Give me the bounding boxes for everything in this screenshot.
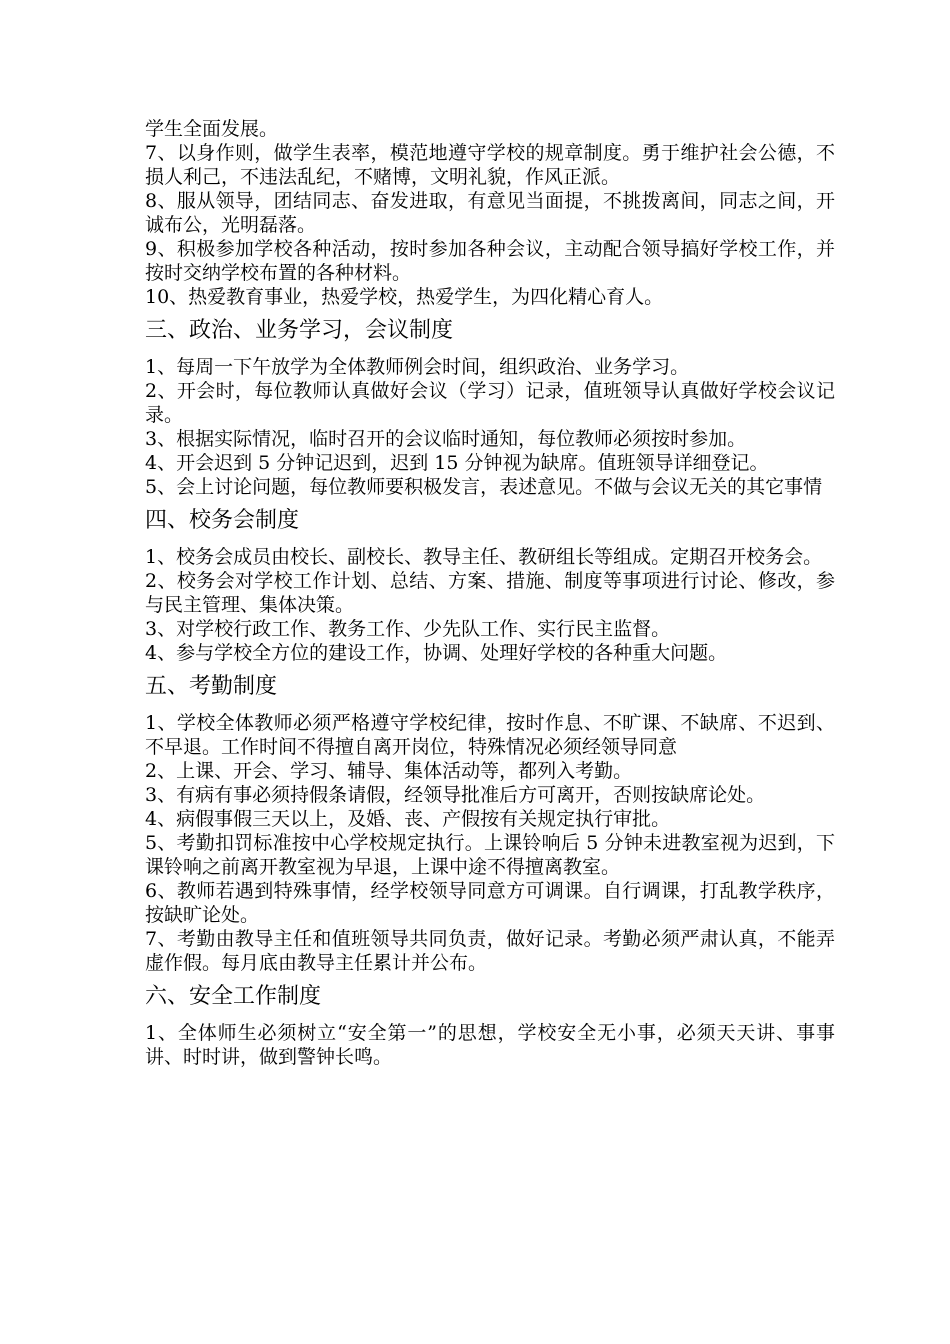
paragraph: 5、会上讨论问题，每位教师要积极发言，表述意见。不做与会议无关的其它事情 [145,476,823,498]
paragraph: 4、开会迟到 5 分钟记迟到，迟到 15 分钟视为缺席。值班领导详细登记。 [145,452,769,474]
paragraph: 1、全体师生必须树立“安全第一”的思想，学校安全无小事，必须天天讲、事事讲、时时讲，做到警钟长鸣。 [145,1022,835,1068]
paragraph: 3、根据实际情况，临时召开的会议临时通知，每位教师必须按时参加。 [145,428,747,450]
paragraph: 3、有病有事必须持假条请假，经领导批准后方可离开，否则按缺席论处。 [145,784,766,806]
paragraph: 4、病假事假三天以上，及婚、丧、产假按有关规定执行审批。 [145,808,671,830]
paragraph: 9、积极参加学校各种活动，按时参加各种会议，主动配合领导搞好学校工作，并按时交纳学校布置的各种材料。 [145,238,835,284]
paragraph: 2、开会时，每位教师认真做好会议（学习）记录，值班领导认真做好学校会议记录。 [145,380,835,426]
paragraph: 10、热爱教育事业，热爱学校，热爱学生，为四化精心育人。 [145,286,664,308]
paragraph: 学生全面发展。 [145,118,279,140]
document-page [145,117,835,1069]
paragraph: 7、以身作则，做学生表率，模范地遵守学校的规章制度。勇于维护社会公德，不损人利己，不违法乱纪，不赌博，文明礼貌，作风正派。 [145,142,835,188]
paragraph: 4、参与学校全方位的建设工作，协调、处理好学校的各种重大问题。 [145,642,728,664]
paragraph: 6、教师若遇到特殊事情，经学校领导同意方可调课。自行调课，打乱教学秩序，按缺旷论处。 [145,880,835,926]
paragraph: 1、学校全体教师必须严格遵守学校纪律，按时作息、不旷课、不缺席、不迟到、不早退。工作时间不得擅自离开岗位，特殊情况必须经领导同意 [145,712,835,758]
paragraph: 2、上课、开会、学习、辅导、集体活动等，都列入考勤。 [145,760,633,782]
paragraph: 1、每周一下午放学为全体教师例会时间，组织政治、业务学习。 [145,356,690,378]
paragraph: 1、校务会成员由校长、副校长、教导主任、教研组长等组成。定期召开校务会。 [145,546,823,568]
paragraph: 7、考勤由教导主任和值班领导共同负责，做好记录。考勤必须严肃认真，不能弄虚作假。每月底由教导主任累计并公布。 [145,928,835,974]
section-heading: 四、校务会制度 [145,508,300,533]
paragraph: 2、校务会对学校工作计划、总结、方案、措施、制度等事项进行讨论、修改，参与民主管理、集体决策。 [145,570,835,616]
section-heading: 五、考勤制度 [145,674,278,699]
paragraph: 8、服从领导，团结同志、奋发进取，有意见当面提，不挑拨离间，同志之间，开诚布公，光明磊落。 [145,190,835,236]
paragraph: 5、考勤扣罚标准按中心学校规定执行。上课铃响后 5 分钟未进教室视为迟到，下课铃响之前离开教室视为早退，上课中途不得擅离教室。 [145,832,835,878]
section-heading: 六、安全工作制度 [145,984,322,1009]
paragraph: 3、对学校行政工作、教务工作、少先队工作、实行民主监督。 [145,618,671,640]
section-heading: 三、政治、业务学习，会议制度 [145,318,454,343]
